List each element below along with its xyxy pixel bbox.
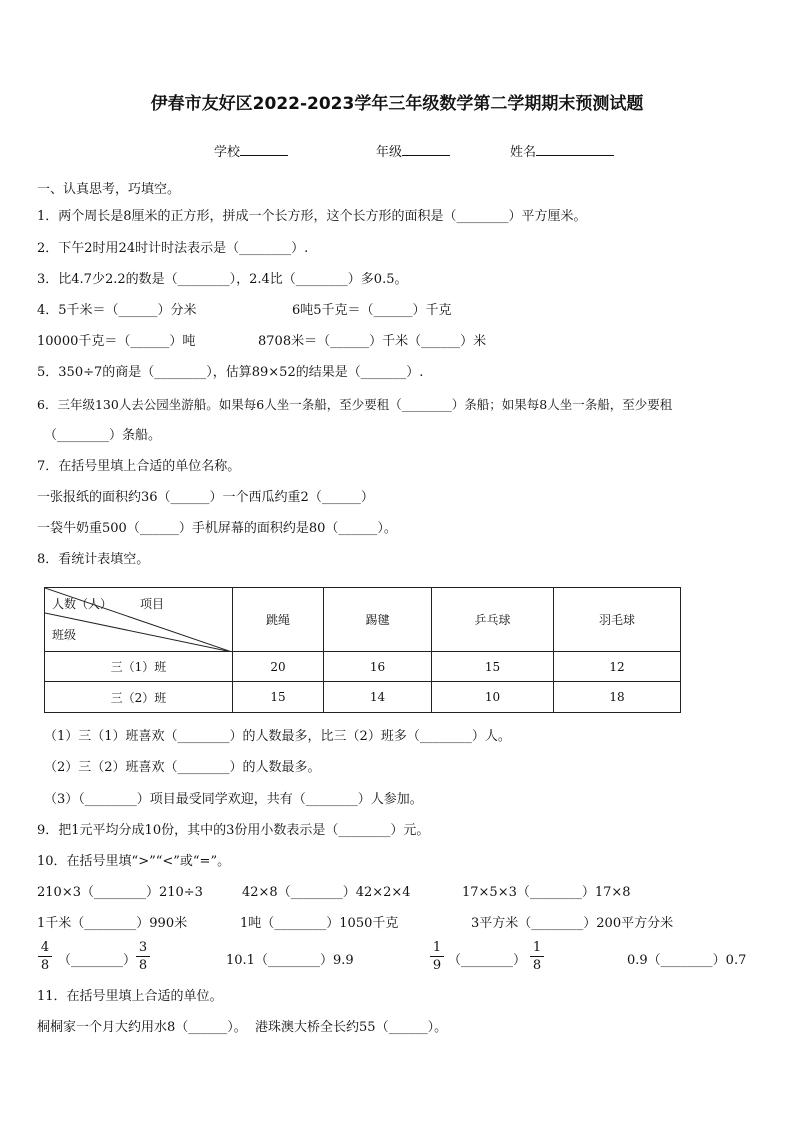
question-8: 8．看统计表填空。 bbox=[37, 552, 150, 567]
name-blank[interactable] bbox=[536, 141, 614, 156]
table-cell: 15 bbox=[233, 682, 324, 713]
fraction-numerator: 1 bbox=[432, 940, 442, 955]
school-label: 学校 bbox=[214, 145, 241, 160]
compare-item: 1千米（________）990米 bbox=[37, 916, 188, 931]
school-field[interactable] bbox=[214, 141, 288, 160]
grade-label: 年级 bbox=[376, 145, 403, 160]
fraction bbox=[530, 940, 544, 973]
fraction-denominator: 8 bbox=[138, 958, 148, 973]
statistics-table bbox=[44, 587, 681, 713]
question-4-line1a: 4．5千米＝（______）分米 bbox=[37, 303, 197, 318]
question-7: 7．在括号里填上合适的单位名称。 bbox=[37, 459, 241, 474]
fraction-denominator: 8 bbox=[40, 958, 50, 973]
question-6-line1: 6．三年级130人去公园坐游船。如果每6人坐一条船，至少要租（________）条船；如果每8人坐一条船，至少要租 bbox=[37, 397, 673, 412]
question-6-line2: （________）条船。 bbox=[44, 428, 162, 443]
school-blank[interactable] bbox=[240, 141, 288, 156]
table-header-cell: 羽毛球 bbox=[554, 588, 681, 652]
table-cell: 18 bbox=[554, 682, 681, 713]
table-header-cell: 乒乓球 bbox=[432, 588, 554, 652]
question-7-line2: 一袋牛奶重500（______）手机屏幕的面积约是80（______）。 bbox=[37, 521, 397, 536]
table-cell: 20 bbox=[233, 652, 324, 682]
fraction-bar bbox=[530, 956, 544, 957]
fraction bbox=[136, 940, 150, 973]
question-10: 10．在括号里填“>”“<”或“=”。 bbox=[37, 854, 231, 869]
question-2: 2．下午2时用24时计时法表示是（________）. bbox=[37, 241, 309, 256]
question-5: 5．350÷7的商是（________），估算89×52的结果是（_______）. bbox=[37, 365, 424, 380]
section-heading: 一、认真思考，巧填空。 bbox=[37, 182, 181, 197]
table-row-label: 三（1）班 bbox=[45, 652, 233, 682]
table-row-label: 三（2）班 bbox=[45, 682, 233, 713]
table-cell: 16 bbox=[324, 652, 432, 682]
question-4-line2b: 8708米＝（______）千米（______）米 bbox=[258, 334, 487, 349]
fraction-bar bbox=[430, 956, 444, 957]
table-corner-cell bbox=[45, 588, 233, 652]
fraction bbox=[430, 940, 444, 973]
table-row bbox=[45, 652, 681, 682]
compare-item: 210×3（________）210÷3 bbox=[37, 885, 203, 900]
fraction-numerator: 1 bbox=[532, 940, 542, 955]
table-header-cell: 跳绳 bbox=[233, 588, 324, 652]
question-3: 3．比4.7少2.2的数是（________），2.4比（________）多0.5。 bbox=[37, 272, 408, 287]
name-label: 姓名 bbox=[510, 145, 537, 160]
name-field[interactable] bbox=[510, 141, 614, 160]
fraction-numerator: 3 bbox=[138, 940, 148, 955]
question-11-line: 桐桐家一个月大约用水8（______）。 港珠澳大桥全长约55（______）。 bbox=[37, 1020, 448, 1035]
question-4-line2a: 10000千克＝（______）吨 bbox=[37, 334, 196, 349]
table-cell: 14 bbox=[324, 682, 432, 713]
table-header-row bbox=[45, 588, 681, 652]
fraction-bar bbox=[136, 956, 150, 957]
question-1: 1．两个周长是8厘米的正方形，拼成一个长方形，这个长方形的面积是（________）平方厘米。 bbox=[37, 209, 587, 224]
compare-item: 42×8（________）42×2×4 bbox=[242, 885, 411, 900]
compare-item: 10.1（________）9.9 bbox=[226, 953, 354, 968]
fraction-denominator: 8 bbox=[532, 958, 542, 973]
table-header-cell: 踢毽 bbox=[324, 588, 432, 652]
question-11: 11．在括号里填上合适的单位。 bbox=[37, 989, 223, 1004]
corner-label-count: 人数（人） bbox=[52, 597, 113, 611]
compare-item: 1吨（________）1050千克 bbox=[240, 916, 399, 931]
question-9: 9．把1元平均分成10份，其中的3份用小数表示是（________）元。 bbox=[37, 823, 430, 838]
grade-field[interactable] bbox=[376, 141, 450, 160]
corner-label-item: 项目 bbox=[140, 597, 165, 611]
compare-blank: （________） bbox=[58, 953, 137, 968]
corner-label-class: 班级 bbox=[52, 628, 77, 642]
table-row bbox=[45, 682, 681, 713]
fraction-denominator: 9 bbox=[432, 958, 442, 973]
table-cell: 10 bbox=[432, 682, 554, 713]
compare-item: 17×5×3（________）17×8 bbox=[462, 885, 631, 900]
fraction-bar bbox=[38, 956, 52, 957]
grade-blank[interactable] bbox=[402, 141, 450, 156]
fraction bbox=[38, 940, 52, 973]
question-8-part3: （3）（________）项目最受同学欢迎，共有（________）人参加。 bbox=[44, 792, 423, 807]
page-title: 伊春市友好区2022-2023学年三年级数学第二学期期末预测试题 bbox=[150, 94, 644, 114]
compare-item: 3平方米（________）200平方分米 bbox=[471, 916, 674, 931]
compare-item: 0.9（________）0.7 bbox=[627, 953, 747, 968]
question-7-line1: 一张报纸的面积约36（______）一个西瓜约重2（______） bbox=[37, 490, 374, 505]
question-4-line1b: 6吨5千克＝（______）千克 bbox=[292, 303, 452, 318]
fraction-numerator: 4 bbox=[40, 940, 50, 955]
table-cell: 15 bbox=[432, 652, 554, 682]
question-8-part2: （2）三（2）班喜欢（________）的人数最多。 bbox=[44, 760, 321, 775]
table-cell: 12 bbox=[554, 652, 681, 682]
question-8-part1: （1）三（1）班喜欢（________）的人数最多，比三（2）班多（________）人。 bbox=[44, 729, 511, 744]
compare-blank: （________） bbox=[448, 953, 527, 968]
